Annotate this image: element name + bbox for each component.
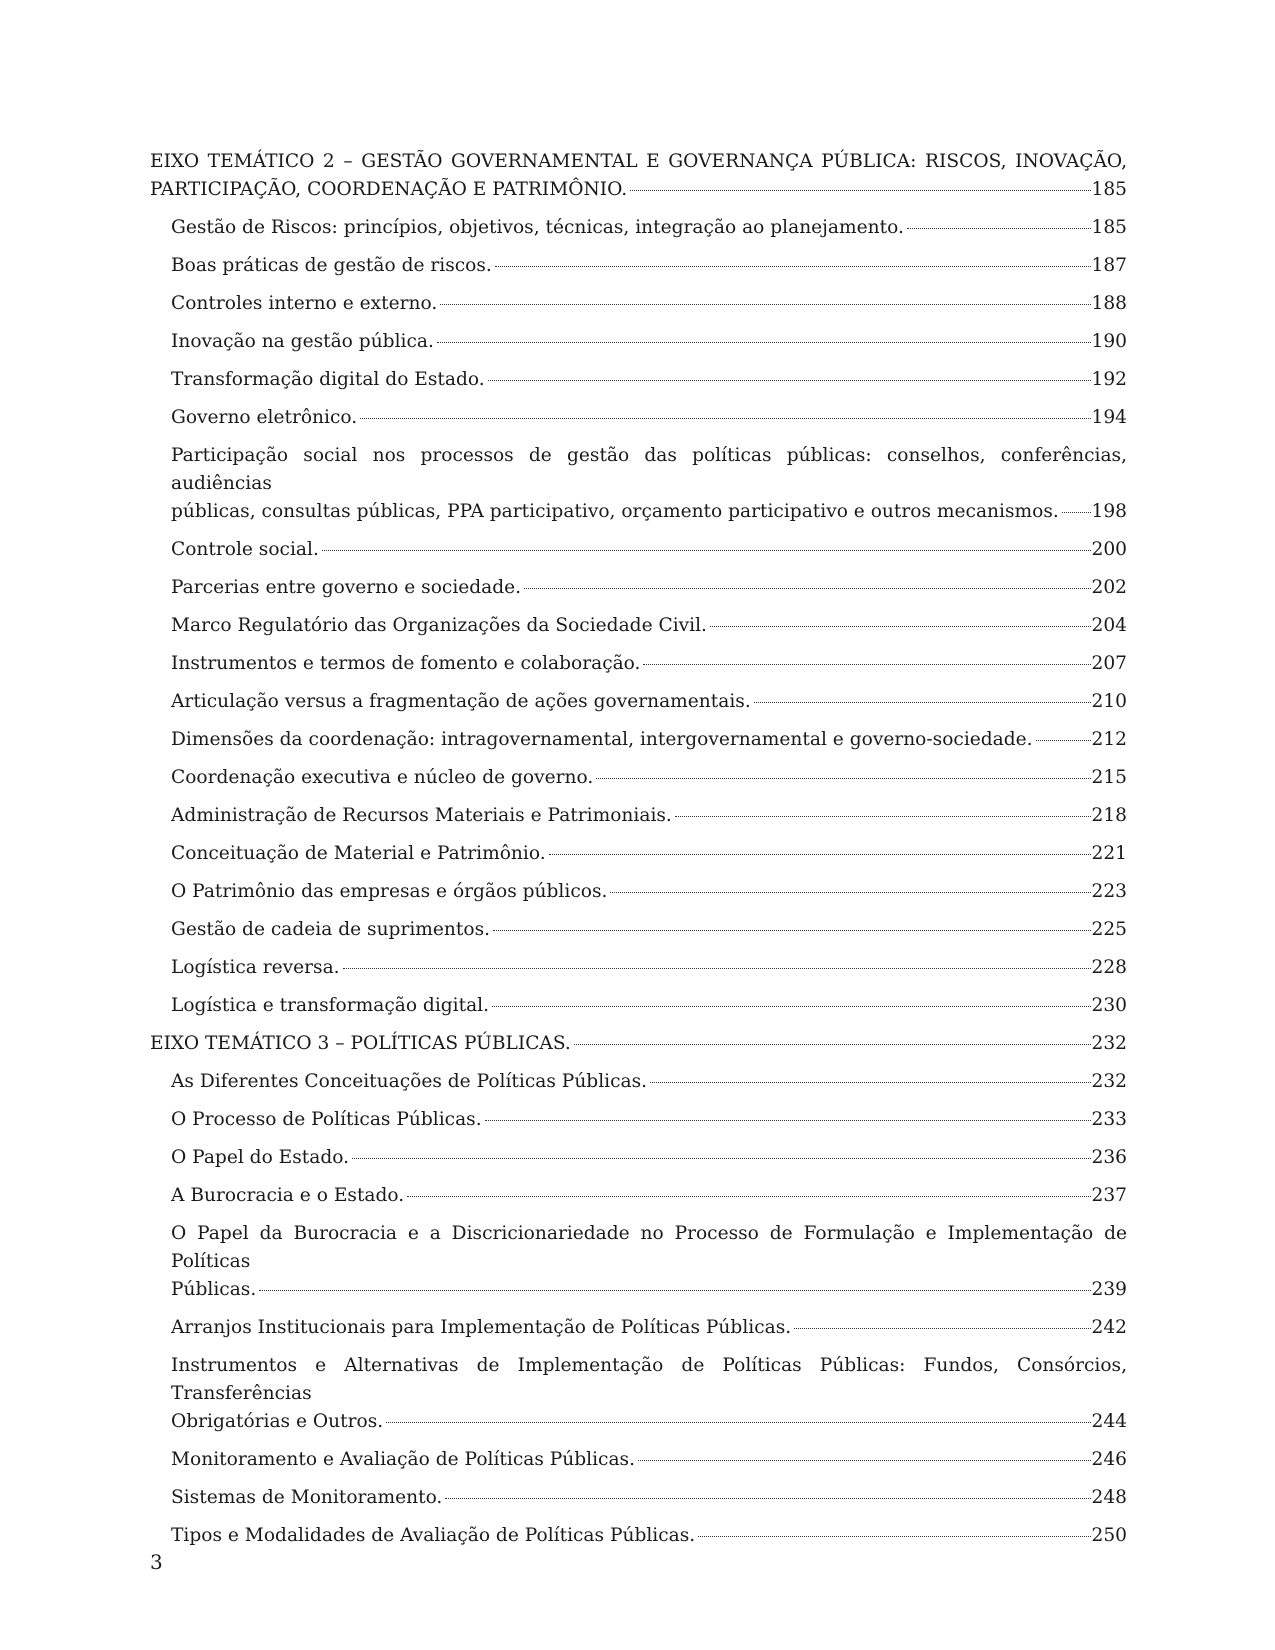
toc-page-number: 215 [1091, 767, 1127, 788]
dot-leader [437, 342, 1091, 343]
toc-entry-title: EIXO TEMÁTICO 3 – POLÍTICAS PÚBLICAS. [150, 1033, 571, 1054]
toc-entry-line [171, 954, 1127, 982]
toc-entry-title: Logística reversa. [171, 957, 340, 978]
toc-page-number: 185 [1091, 179, 1127, 200]
toc-page-number: 190 [1091, 331, 1127, 352]
toc-page-number: 230 [1091, 995, 1127, 1016]
toc-entry[interactable] [150, 1106, 1127, 1134]
toc-entry-line [171, 992, 1127, 1020]
toc-entry-title-line: Instrumentos e Alternativas de Implementação de Políticas Públicas: Fundos, Consórcios, Transferências [171, 1355, 1127, 1404]
toc-entry-title: Logística e transformação digital. [171, 995, 490, 1016]
toc-entry[interactable] [150, 916, 1127, 944]
toc-entry[interactable] [150, 328, 1127, 356]
toc-entry-line [171, 650, 1127, 678]
toc-page-number: 202 [1091, 577, 1127, 598]
dot-leader [485, 1120, 1091, 1121]
toc-entry[interactable] [150, 252, 1127, 280]
toc-entry-line [171, 574, 1127, 602]
toc-entry[interactable] [150, 214, 1127, 242]
dot-leader [493, 930, 1090, 931]
toc-entry-title: Gestão de cadeia de suprimentos. [171, 919, 491, 940]
toc-entry-title: Controle social. [171, 539, 319, 560]
toc-entry-title: O Papel do Estado. [171, 1147, 350, 1168]
toc-entry-line [150, 1030, 1127, 1058]
dot-leader [907, 228, 1091, 229]
dot-leader [259, 1290, 1090, 1291]
toc-entry[interactable] [150, 954, 1127, 982]
toc-entry[interactable] [150, 1522, 1127, 1550]
toc-entry-title: Controles interno e externo. [171, 293, 438, 314]
toc-entry-title: Transformação digital do Estado. [171, 369, 485, 390]
toc-entry[interactable] [150, 290, 1127, 318]
toc-entry[interactable] [150, 878, 1127, 906]
toc-page-number: 212 [1091, 729, 1127, 750]
toc-entry-line [171, 252, 1127, 280]
toc-entry[interactable] [150, 840, 1127, 868]
toc-entry-title: Instrumentos e termos de fomento e colaboração. [171, 653, 641, 674]
dot-leader [445, 1498, 1090, 1499]
toc-entry-line [171, 726, 1127, 754]
toc-entry-line [171, 214, 1127, 242]
toc-page-number: 233 [1091, 1109, 1127, 1130]
toc-page-number: 236 [1091, 1147, 1127, 1168]
toc-entry-title: Administração de Recursos Materiais e Patrimoniais. [171, 805, 672, 826]
toc-entry[interactable] [150, 442, 1127, 526]
toc-entry-title: Conceituação de Material e Patrimônio. [171, 843, 546, 864]
dot-leader [574, 1044, 1091, 1045]
toc-page-number: 250 [1091, 1525, 1127, 1546]
toc-entry-line [171, 1408, 1127, 1436]
toc-entry-title: Inovação na gestão pública. [171, 331, 434, 352]
toc-entry[interactable] [150, 688, 1127, 716]
toc-entry[interactable] [150, 1352, 1127, 1436]
toc-entry[interactable] [150, 802, 1127, 830]
toc-page-number: 194 [1091, 407, 1127, 428]
toc-entry-line [150, 176, 1127, 204]
toc-page-number: 228 [1091, 957, 1127, 978]
toc-page-number: 242 [1091, 1317, 1127, 1338]
toc-section-entry[interactable] [150, 148, 1127, 204]
dot-leader [596, 778, 1090, 779]
toc-entry-title: Articulação versus a fragmentação de ações governamentais. [171, 691, 751, 712]
toc-page-number: 225 [1091, 919, 1127, 940]
toc-page-number: 204 [1091, 615, 1127, 636]
dot-leader [675, 816, 1091, 817]
toc-page-number: 237 [1091, 1185, 1127, 1206]
toc-page-number: 210 [1091, 691, 1127, 712]
toc-entry-title: Parcerias entre governo e sociedade. [171, 577, 522, 598]
toc-entry[interactable] [150, 404, 1127, 432]
toc-entry[interactable] [150, 1144, 1127, 1172]
toc-entry-line [171, 404, 1127, 432]
toc-entry-line [171, 1068, 1127, 1096]
dot-leader [495, 266, 1091, 267]
toc-entry[interactable] [150, 650, 1127, 678]
toc-entry[interactable] [150, 612, 1127, 640]
toc-entry-title: PARTICIPAÇÃO, COORDENAÇÃO E PATRIMÔNIO. [150, 179, 628, 200]
toc-entry-title: Arranjos Institucionais para Implementação de Políticas Públicas. [171, 1317, 792, 1338]
toc-entry-title: públicas, consultas públicas, PPA participativo, orçamento participativo e outros mecanismos. [171, 501, 1059, 522]
toc-entry-line [171, 536, 1127, 564]
toc-entry-title-line: EIXO TEMÁTICO 2 – GESTÃO GOVERNAMENTAL E GOVERNANÇA PÚBLICA: RISCOS, INOVAÇÃO, [150, 151, 1127, 172]
toc-entry-title: O Patrimônio das empresas e órgãos públicos. [171, 881, 608, 902]
toc-page-number: 221 [1091, 843, 1127, 864]
toc-entry-line [171, 1314, 1127, 1342]
toc-entry[interactable] [150, 1220, 1127, 1304]
toc-entry-line [171, 878, 1127, 906]
toc-entry[interactable] [150, 992, 1127, 1020]
toc-entry-line [171, 1484, 1127, 1512]
dot-leader [610, 892, 1090, 893]
toc-page-number: 207 [1091, 653, 1127, 674]
dot-leader [643, 664, 1090, 665]
toc-entry[interactable] [150, 1314, 1127, 1342]
toc-entry-line [171, 916, 1127, 944]
dot-leader [549, 854, 1091, 855]
dot-leader [1036, 740, 1091, 741]
toc-entry-line [171, 1522, 1127, 1550]
toc-entry[interactable] [150, 1446, 1127, 1474]
toc-entry-line [171, 802, 1127, 830]
table-of-contents [150, 148, 1127, 1560]
toc-entry-title: Dimensões da coordenação: intragovernamental, intergovernamental e governo-sociedade. [171, 729, 1033, 750]
toc-entry[interactable] [150, 1068, 1127, 1096]
toc-page-number: 185 [1091, 217, 1127, 238]
dot-leader [794, 1328, 1090, 1329]
toc-entry[interactable] [150, 366, 1127, 394]
toc-page-number: 248 [1091, 1487, 1127, 1508]
toc-entry-line [171, 1182, 1127, 1210]
toc-entry-line [171, 328, 1127, 356]
dot-leader [650, 1082, 1090, 1083]
toc-entry-title: Coordenação executiva e núcleo de governo. [171, 767, 594, 788]
toc-page-number: 188 [1091, 293, 1127, 314]
dot-leader [488, 380, 1091, 381]
toc-entry-title: Marco Regulatório das Organizações da Sociedade Civil. [171, 615, 707, 636]
toc-entry-title: Gestão de Riscos: princípios, objetivos, técnicas, integração ao planejamento. [171, 217, 904, 238]
toc-entry-title: Obrigatórias e Outros. [171, 1411, 384, 1432]
dot-leader [322, 550, 1091, 551]
toc-entry-line [171, 688, 1127, 716]
toc-entry-line [171, 1106, 1127, 1134]
toc-page-number: 192 [1091, 369, 1127, 390]
toc-entry-title-line: Participação social nos processos de gestão das políticas públicas: conselhos, conferências, audiências [171, 445, 1127, 494]
toc-page-number: 244 [1091, 1411, 1127, 1432]
toc-entry-line [171, 612, 1127, 640]
toc-entry-title: Sistemas de Monitoramento. [171, 1487, 443, 1508]
dot-leader [710, 626, 1091, 627]
toc-entry-line [171, 764, 1127, 792]
toc-entry-line [171, 366, 1127, 394]
toc-entry-line [171, 1144, 1127, 1172]
toc-page-number: 218 [1091, 805, 1127, 826]
dot-leader [1062, 512, 1091, 513]
dot-leader [524, 588, 1090, 589]
toc-entry-line [171, 1276, 1127, 1304]
toc-page-number: 232 [1091, 1071, 1127, 1092]
toc-page-number: 198 [1091, 501, 1127, 522]
dot-leader [492, 1006, 1090, 1007]
toc-entry-line [171, 498, 1127, 526]
toc-entry-line [171, 290, 1127, 318]
toc-entry-title: As Diferentes Conceituações de Políticas Públicas. [171, 1071, 648, 1092]
dot-leader [407, 1196, 1090, 1197]
page-number: 3 [150, 1550, 163, 1574]
toc-section-entry[interactable] [150, 1030, 1127, 1058]
dot-leader [386, 1422, 1090, 1423]
dot-leader [343, 968, 1091, 969]
toc-page-number: 239 [1091, 1279, 1127, 1300]
toc-entry[interactable] [150, 574, 1127, 602]
dot-leader [754, 702, 1091, 703]
toc-entry-title: Boas práticas de gestão de riscos. [171, 255, 492, 276]
toc-entry-title: Monitoramento e Avaliação de Políticas Públicas. [171, 1449, 636, 1470]
toc-entry-line [171, 1446, 1127, 1474]
toc-page-number: 187 [1091, 255, 1127, 276]
dot-leader [360, 418, 1090, 419]
dot-leader [698, 1536, 1090, 1537]
toc-page-number: 246 [1091, 1449, 1127, 1470]
toc-entry-title: A Burocracia e o Estado. [171, 1185, 405, 1206]
dot-leader [638, 1460, 1090, 1461]
toc-page-number: 223 [1091, 881, 1127, 902]
toc-entry-title: Públicas. [171, 1279, 257, 1300]
toc-entry[interactable] [150, 726, 1127, 754]
toc-entry-title: Governo eletrônico. [171, 407, 358, 428]
dot-leader [440, 304, 1090, 305]
toc-entry[interactable] [150, 1484, 1127, 1512]
toc-entry[interactable] [150, 1182, 1127, 1210]
toc-page-number: 232 [1091, 1033, 1127, 1054]
toc-entry-title: O Processo de Políticas Públicas. [171, 1109, 482, 1130]
dot-leader [630, 190, 1090, 191]
toc-entry[interactable] [150, 764, 1127, 792]
toc-entry-title-line: O Papel da Burocracia e a Discricionariedade no Processo de Formulação e Implementação de Políticas [171, 1223, 1127, 1272]
toc-entry-line [171, 840, 1127, 868]
toc-entry[interactable] [150, 536, 1127, 564]
toc-page-number: 200 [1091, 539, 1127, 560]
dot-leader [352, 1158, 1090, 1159]
toc-entry-title: Tipos e Modalidades de Avaliação de Políticas Públicas. [171, 1525, 696, 1546]
